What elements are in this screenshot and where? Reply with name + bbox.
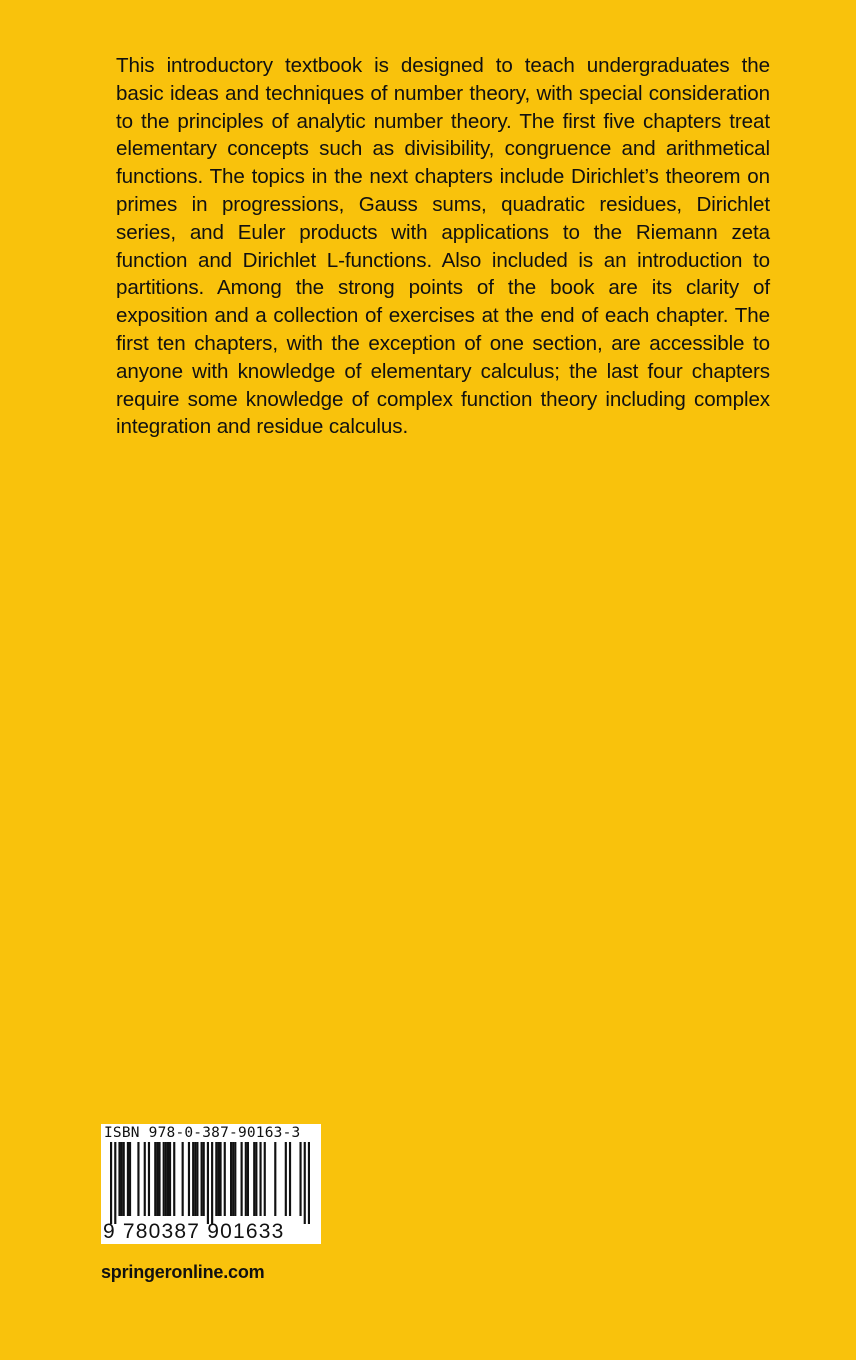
isbn-barcode [101, 1124, 321, 1244]
barcode-bar [224, 1142, 226, 1216]
barcode-bar [245, 1142, 247, 1216]
barcode-bar [203, 1142, 205, 1216]
barcode-bar [192, 1142, 194, 1216]
barcode-bar [289, 1142, 291, 1216]
barcode-bar [194, 1142, 196, 1216]
barcode-bar [127, 1142, 129, 1216]
barcode-bar [154, 1142, 156, 1216]
barcode-bar [264, 1142, 266, 1216]
barcode-bar [158, 1142, 160, 1216]
barcode-bar [148, 1142, 150, 1216]
barcode-bar [163, 1142, 165, 1216]
barcode-bars [110, 1142, 310, 1224]
barcode-bar [169, 1142, 171, 1216]
barcode-guard-bar [304, 1142, 306, 1224]
ean-number: 9 780387 901633 [103, 1220, 285, 1243]
barcode-bar [255, 1142, 257, 1216]
barcode-guard-bar [308, 1142, 310, 1224]
barcode-bar [259, 1142, 261, 1216]
barcode-guard-bar [211, 1142, 213, 1224]
barcode-bar [285, 1142, 287, 1216]
barcode-bar [215, 1142, 217, 1216]
barcode-bar [232, 1142, 234, 1216]
barcode-bar [201, 1142, 203, 1216]
barcode-bar [234, 1142, 236, 1216]
barcode-bar [219, 1142, 221, 1216]
barcode-guard-bar [207, 1142, 209, 1224]
barcode-bar [253, 1142, 255, 1216]
barcode-bar [167, 1142, 169, 1216]
barcode-bar [173, 1142, 175, 1216]
barcode-bar [156, 1142, 158, 1216]
barcode-bar [118, 1142, 120, 1216]
isbn-label: ISBN 978-0-387-90163-3 [104, 1125, 301, 1141]
publisher-website: springeronline.com [101, 1262, 265, 1282]
barcode-bar [274, 1142, 276, 1216]
barcode-bar [299, 1142, 301, 1216]
barcode-bar [165, 1142, 167, 1216]
barcode-bar [137, 1142, 139, 1216]
barcode-bar [217, 1142, 219, 1216]
barcode-bar [230, 1142, 232, 1216]
barcode-guard-bar [110, 1142, 112, 1224]
barcode-guard-bar [114, 1142, 116, 1224]
barcode-bar [241, 1142, 243, 1216]
barcode-bar [144, 1142, 146, 1216]
barcode-bar [121, 1142, 123, 1216]
barcode-bar [196, 1142, 198, 1216]
barcode-bar [188, 1142, 190, 1216]
barcode-bar [182, 1142, 184, 1216]
barcode-bar [123, 1142, 125, 1216]
barcode-bar [247, 1142, 249, 1216]
book-description: This introductory textbook is designed to teach undergraduates the basic ideas and techniques of number theory, with special consideration to the principles of analytic number theory. The first five chapters treat elementary concepts such as divisibility, congruence and arithmetical functions. The topics in the next chapters include Dirichlet’s theorem on primes in progressions, Gauss sums, quadratic residues, Dirichlet series, and Euler products with applications to the Riemann zeta function and Dirichlet L-functions. Also included is an introduction to partitions. Among the strong points of the book are its clarity of exposition and a collection of exercises at the end of each chapter. The first ten chapters, with the exception of one section, are accessible to anyone with knowledge of elementary calculus; the last four chapters require some knowledge of complex function theory including complex integration and residue calculus. [116, 54, 770, 439]
barcode-bar [129, 1142, 131, 1216]
